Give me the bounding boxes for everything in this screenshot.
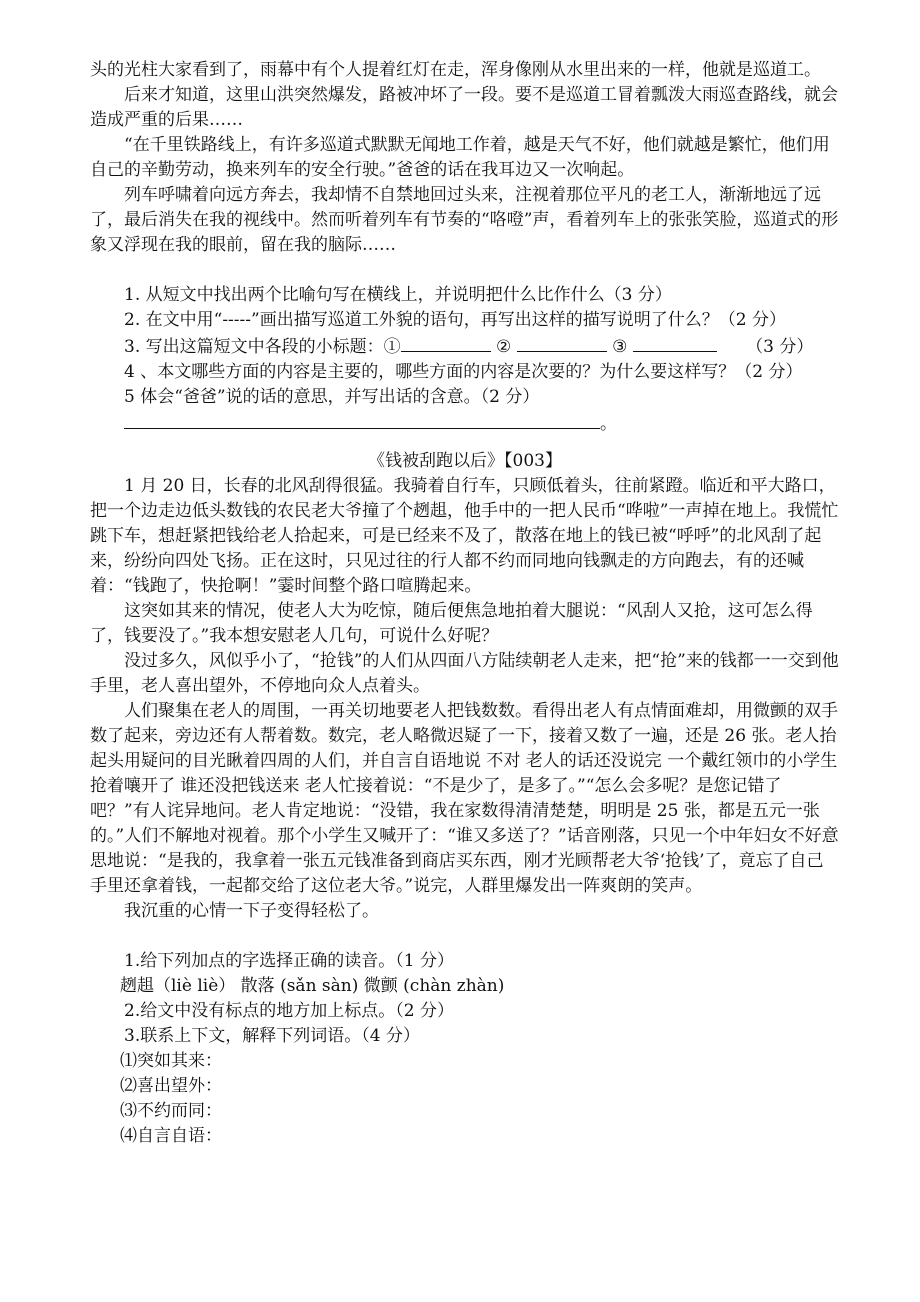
passage2-question-1: 1.给下列加点的字选择正确的读音。（1 分） (124, 951, 454, 971)
passage1-question-2: 2. 在文中用“-----”画出描写巡道工外貌的语句，再写出这样的描写说明了什么？（2 分） (124, 310, 786, 330)
passage2-para-1: 1 月 20 日，长春的北风刮得很猛。我骑着自行车，只顾低着头，往前紧蹬。临近和平大路口，把一个边走边低头数钱的农民老大爷撞了个趔趄，他手中的一把人民币“哗啦”一声掉在地上。我慌忙跳下车，想赶紧把钱给老人拾起来，可是已经来不及了，散落在地上的钱已被“呼呼”的北风刮了起来，纷纷向四处飞扬。正在这时，只见过往的行人都不约而同地向钱飘走的方向跑去，有的还喊着：“钱跑了，快抢啊！”霎时间整个路口喧腾起来。 (90, 476, 839, 596)
passage1-question-5-answer (90, 410, 840, 437)
passage1-question-4: 4 、本文哪些方面的内容是主要的，哪些方面的内容是次要的？为什么要这样写？（2 分） (124, 362, 803, 382)
question-3-marker-3: ③ (612, 337, 628, 357)
passage1-para-4: 列车呼啸着向远方奔去，我却情不自禁地回过头来，注视着那位平凡的老工人，渐渐地远了远了，最后消失在我的视线中。然而听着列车有节奏的“咯噔”声，看着列车上的张张笑脸，巡道式的形象又浮现在我的眼前，留在我的脑际…… (90, 185, 839, 255)
passage2-para-3: 没过多久，风似乎小了，“抢钱”的人们从四面八方陆续朝老人走来，把“抢”来的钱都一一交到他手里，老人喜出望外，不停地向众人点着头。 (90, 651, 839, 696)
passage1-question-1: 1. 从短文中找出两个比喻句写在横线上，并说明把什么比作什么（3 分） (124, 285, 672, 305)
question-3-prefix: 3. 写出这篇短文中各段的小标题：① (124, 337, 401, 357)
passage2-question-2: 2.给文中没有标点的地方加上标点。（2 分） (124, 1001, 454, 1021)
passage1-para-1: 头的光柱大家看到了，雨幕中有个人提着红灯在走，浑身像刚从水里出来的一样，他就是巡道工。 (90, 60, 821, 80)
answer-line[interactable] (124, 410, 600, 429)
passage2-para-5: 我沉重的心情一下子变得轻松了。 (124, 901, 379, 921)
term-1: ⑴突如其来： (120, 1051, 222, 1071)
passage1-para-2: 后来才知道，这里山洪突然爆发，路被冲坏了一段。要不是巡道工冒着瓢泼大雨巡查路线，就会造成严重的后果…… (90, 85, 838, 130)
term-4: ⑷自言自语： (120, 1126, 222, 1146)
passage2-para-2: 这突如其来的情况，使老人大为吃惊，随后便焦急地拍着大腿说：“风刮人又抢，这可怎么得了，钱要没了。”我本想安慰老人几句，可说什么好呢？ (90, 601, 813, 646)
passage2-title: 《钱被刮跑以后》【003】 (368, 451, 562, 471)
answer-line-end: 。 (600, 414, 617, 434)
term-2: ⑵喜出望外： (120, 1076, 222, 1096)
term-3: ⑶不约而同： (120, 1101, 222, 1121)
passage1-question-3 (90, 333, 840, 360)
question-3-marker-2: ② (496, 337, 512, 357)
passage1-question-5: 5 体会“爸爸”说的话的意思，并写出话的含意。（2 分） (124, 387, 540, 407)
answer-blank-1[interactable] (401, 333, 491, 352)
passage2-para-4: 人们聚集在老人的周围，一再关切地要老人把钱数数。看得出老人有点情面难却，用微颤的双手数了起来，旁边还有人帮着数。数完，老人略微迟疑了一下，接着又数了一遍，还是 26 张。老人抬起头用疑问的目光瞅着四周的人们，并自言自语地说 不对 老人的话还没说完 一个戴红领巾的小学生抢着嚷开了 谁还没把钱送来 老人忙接着说：“不是少了，是多了。”“怎么会多呢？是您记错了吧？”有人诧异地问。老人肯定地说：“没错，我在家数得清清楚楚，明明是 25 张，都是五元一张的。”人们不解地对视着。那个小学生又喊开了：“谁又多送了？”话音刚落，只见一个中年妇女不好意思地说：“是我的，我拿着一张五元钱准备到商店买东西，刚才光顾帮老大爷‘抢钱’了，竟忘了自己手里还拿着钱，一起都交给了这位老大爷。”说完，人群里爆发出一阵爽朗的笑声。 (90, 701, 839, 896)
passage2-question-1-options: 趔趄（liè liè） 散落 (sǎn sàn) 微颤 (chàn zhàn) (120, 976, 505, 996)
question-3-score: （3 分） (746, 337, 814, 357)
passage1-para-3: “在千里铁路线上，有许多巡道式默默无闻地工作着，越是天气不好，他们就越是繁忙，他们用自己的辛勤劳动，换来列车的安全行驶。”爸爸的话在我耳边又一次响起。 (90, 135, 830, 180)
answer-blank-2[interactable] (517, 333, 607, 352)
passage2-question-3: 3.联系上下文，解释下列词语。（4 分） (124, 1026, 420, 1046)
document-page (90, 58, 840, 1149)
answer-blank-3[interactable] (633, 333, 717, 352)
